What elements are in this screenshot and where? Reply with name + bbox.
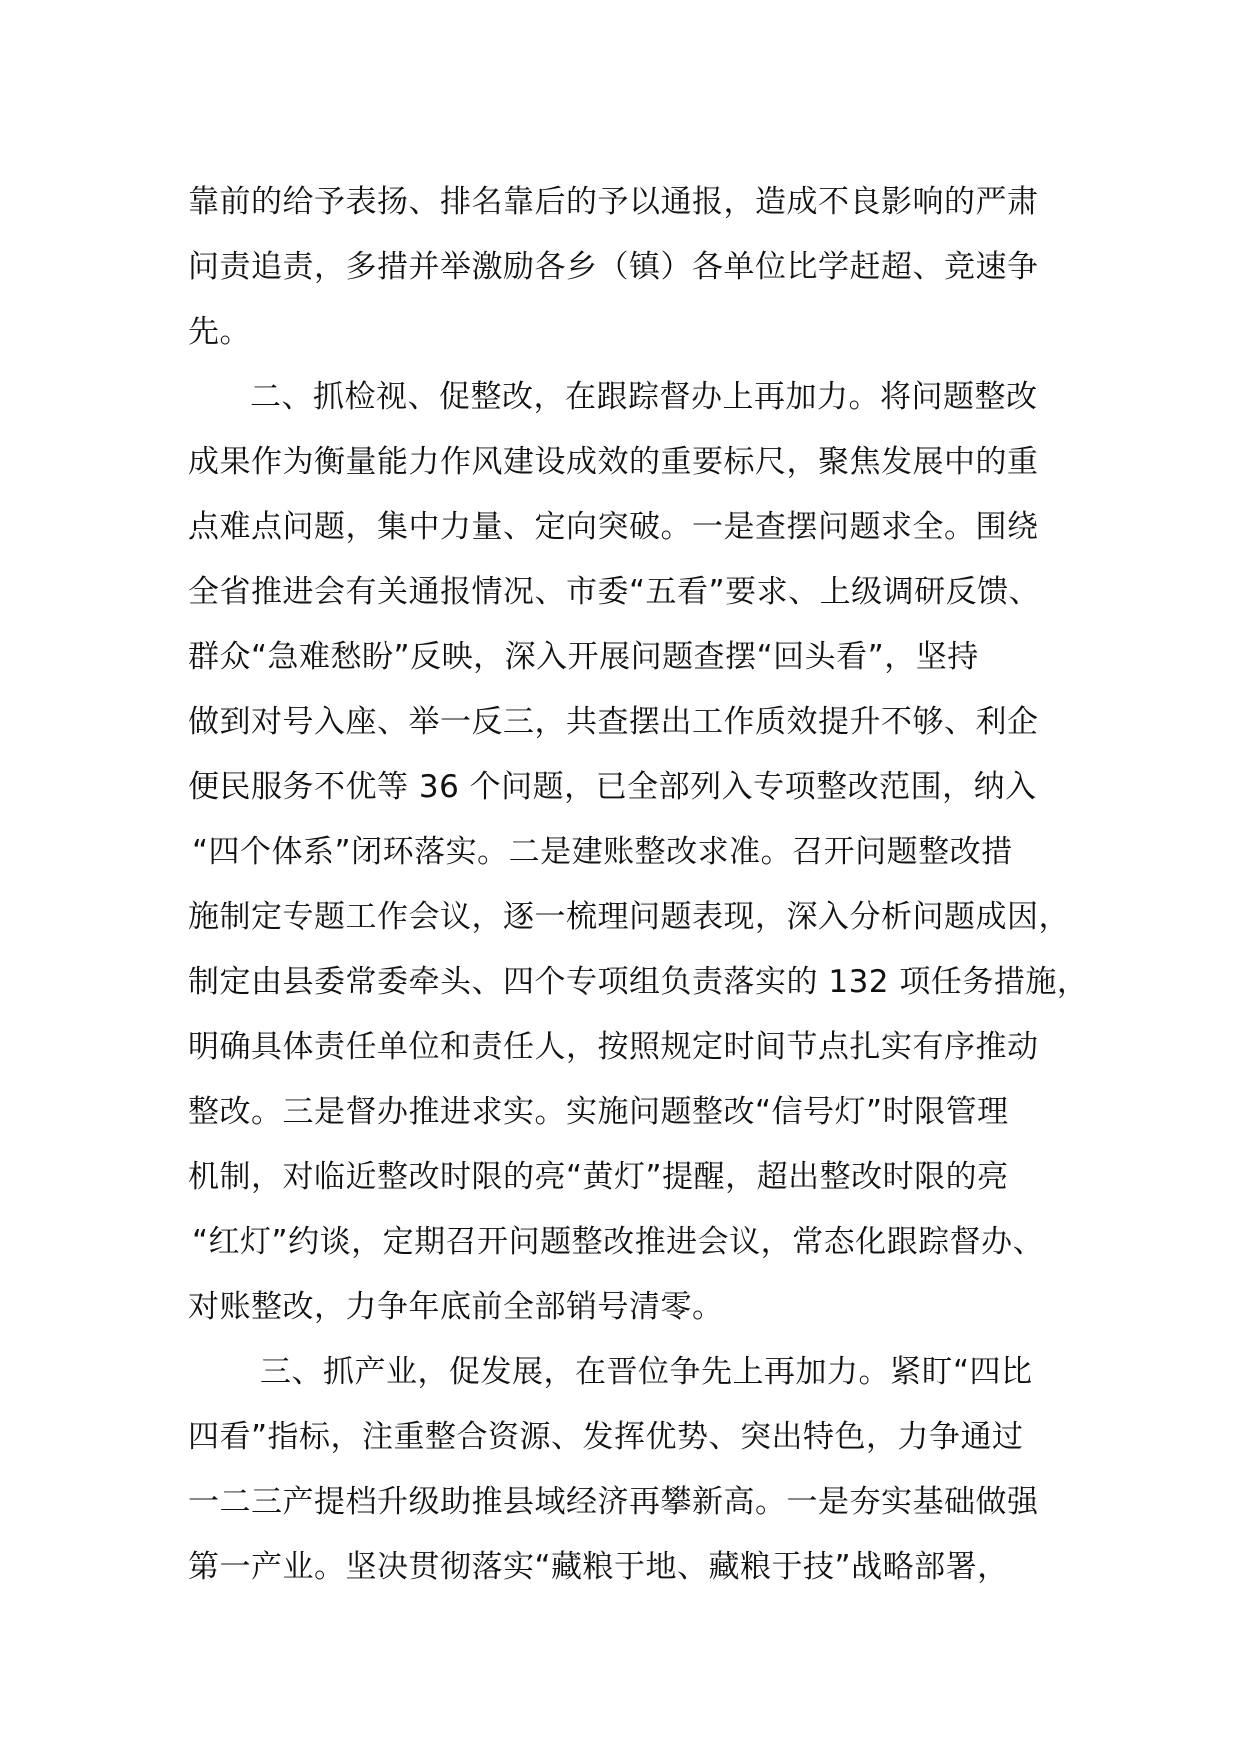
text-line: “四个体系”闭环落实。二是建账整改求准。召开问题整改措 — [192, 834, 1013, 870]
text-line: 群众“急难愁盼”反映，深入开展问题查摆“回头看”，坚持 — [188, 639, 979, 675]
text-line: 整改。三是督办推进求实。实施问题整改“信号灯”时限管理 — [188, 1094, 1009, 1130]
text-line: 一二三产提档升级助推县域经济再攀新高。一是夯实基础做强 — [188, 1484, 1039, 1520]
text-line: 全省推进会有关通报情况、市委“五看”要求、上级调研反馈、 — [188, 574, 1041, 610]
text-line: 施制定专题工作会议，逐一梳理问题表现，深入分析问题成因， — [188, 899, 1070, 935]
text-line: 成果作为衡量能力作风建设成效的重要标尺，聚焦发展中的重 — [188, 444, 1039, 480]
text-line: 机制，对临近整改时限的亮“黄灯”提醒，超出整改时限的亮 — [188, 1159, 1009, 1195]
text-line: 明确具体责任单位和责任人，按照规定时间节点扎实有序推动 — [188, 1029, 1039, 1065]
section-heading-line: 二、抓检视、促整改，在跟踪督办上再加力。将问题整改 — [250, 379, 1038, 415]
text-line: 靠前的给予表扬、排名靠后的予以通报，造成不良影响的严肃 — [188, 184, 1039, 220]
text-line: 第一产业。坚决贯彻落实“藏粮于地、藏粮于技”战略部署， — [188, 1549, 1009, 1585]
body-text — [188, 170, 1088, 1600]
section-heading-line: 三、抓产业，促发展，在晋位争先上再加力。紧盯“四比 — [260, 1354, 1033, 1390]
text-line: 问责追责，多措并举激励各乡（镇）各单位比学赶超、竞速争 — [188, 249, 1039, 285]
text-line: 便民服务不优等 36 个问题，已全部列入专项整改范围，纳入 — [188, 769, 1037, 805]
text-line: 做到对号入座、举一反三，共查摆出工作质效提升不够、利企 — [188, 704, 1039, 740]
text-line: 点难点问题，集中力量、定向突破。一是查摆问题求全。围绕 — [188, 509, 1039, 545]
text-line: 对账整改，力争年底前全部销号清零。 — [188, 1289, 724, 1325]
text-line: 先。 — [188, 314, 251, 350]
text-line: 制定由县委常委牵头、四个专项组负责落实的 132 项任务措施， — [188, 964, 1089, 1000]
text-line: “红灯”约谈，定期召开问题整改推进会议，常态化跟踪督办、 — [192, 1224, 1045, 1260]
text-line: 四看”指标，注重整合资源、发挥优势、突出特色，力争通过 — [188, 1419, 1024, 1455]
